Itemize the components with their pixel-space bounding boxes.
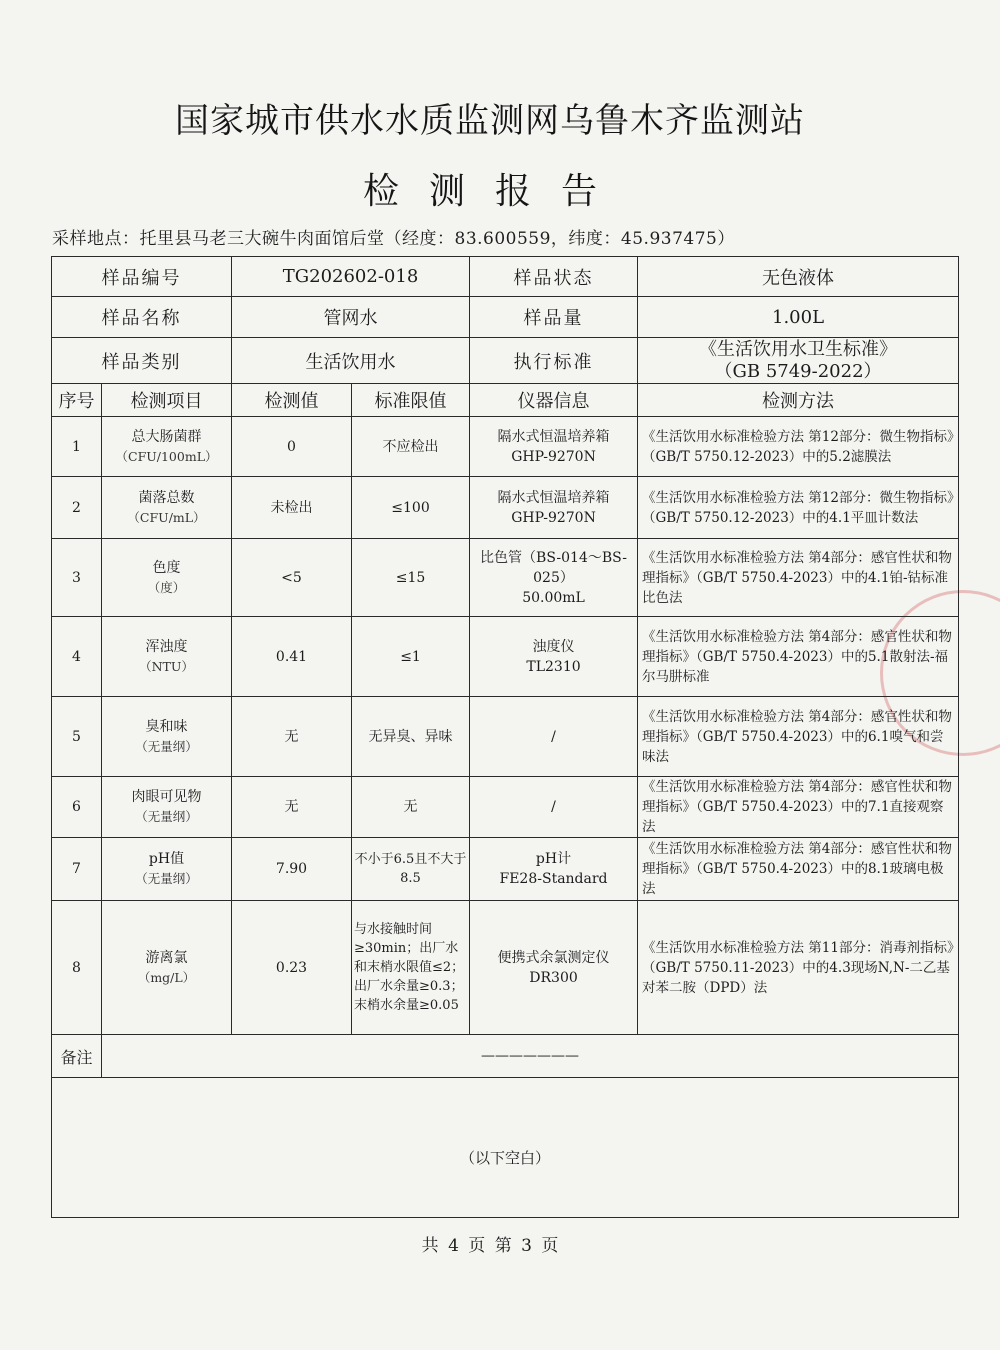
- row-instrument: [470, 477, 638, 539]
- row-instrument: /: [470, 777, 638, 838]
- item-name: 肉眼可见物: [131, 789, 202, 805]
- remarks-row: [52, 1035, 959, 1078]
- organization-title: 国家城市供水水质监测网乌鲁木齐监测站: [175, 101, 805, 141]
- item-unit: （CFU/100mL）: [115, 448, 218, 464]
- blank-row: [52, 1078, 959, 1218]
- item-name: 臭和味: [145, 718, 188, 735]
- item-unit: （无量纲）: [135, 809, 198, 824]
- col-method-header: 检测方法: [638, 384, 959, 417]
- row-method: 《生活饮用水标准检验方法 第12部分：微生物指标》（GB/T 5750.12-2023）中的4.1平皿计数法: [638, 477, 959, 539]
- sample-category-label: 样品类别: [52, 338, 232, 384]
- row-seq: 1: [52, 417, 102, 477]
- footer-page-word-2: 页: [541, 1236, 559, 1256]
- instrument-model: GHP-9270N: [511, 509, 596, 526]
- table-row: [52, 901, 959, 1035]
- table-row: [52, 697, 959, 777]
- table-row: [52, 417, 959, 477]
- row-method: 《生活饮用水标准检验方法 第12部分：微生物指标》（GB/T 5750.12-2023）中的5.2滤膜法: [638, 417, 959, 477]
- item-name: pH值: [148, 851, 185, 867]
- sample-name-label: 样品名称: [52, 297, 232, 338]
- sample-quantity-label: 样品量: [470, 297, 638, 338]
- sample-number-value: TG202602-018: [232, 257, 470, 297]
- item-unit: （度）: [147, 579, 186, 595]
- row-seq: 2: [52, 477, 102, 539]
- footer-total-pages: 4: [448, 1236, 459, 1256]
- row-value: <5: [232, 539, 352, 617]
- row-value: 0.41: [232, 617, 352, 697]
- footer-total-prefix: 共: [421, 1236, 439, 1256]
- sampling-label: 采样地点：: [52, 229, 140, 249]
- row-limit: 无异臭、异味: [352, 697, 470, 777]
- remarks-label: 备注: [52, 1035, 102, 1078]
- row-limit: ≤100: [352, 477, 470, 539]
- row-seq: 6: [52, 777, 102, 838]
- row-seq: 4: [52, 617, 102, 697]
- standard-code: （GB 5749-2022）: [714, 360, 882, 382]
- col-seq-header: 序号: [52, 384, 102, 417]
- row-instrument: [470, 901, 638, 1035]
- sampling-location: 托里县马老三大碗牛肉面馆后堂（经度：83.600559，纬度：45.937475）: [139, 229, 735, 249]
- sample-state-label: 样品状态: [470, 257, 638, 297]
- item-unit: （无量纲）: [135, 738, 198, 754]
- sample-state-value: 无色液体: [638, 257, 959, 297]
- row-method: 《生活饮用水标准检验方法 第11部分：消毒剂指标》（GB/T 5750.11-2023）中的4.3现场N,N-二乙基对苯二胺（DPD）法: [638, 901, 959, 1035]
- sample-number-label: 样品编号: [52, 257, 232, 297]
- table-row: [52, 838, 959, 901]
- row-seq: 5: [52, 697, 102, 777]
- row-value: 7.90: [232, 838, 352, 901]
- row-limit: 不小于6.5且不大于8.5: [352, 838, 470, 901]
- row-item: [102, 697, 232, 777]
- row-instrument: [470, 417, 638, 477]
- item-name: 色度: [152, 559, 181, 576]
- footer-page-word: 页: [468, 1236, 486, 1256]
- sampling-location-line: [52, 224, 735, 249]
- row-item: [102, 477, 232, 539]
- row-seq: 3: [52, 539, 102, 617]
- remarks-value: ———————: [102, 1035, 959, 1078]
- row-limit: 不应检出: [352, 417, 470, 477]
- document-title: 检测报告: [362, 171, 627, 212]
- col-value-header: 检测值: [232, 384, 352, 417]
- standard-label: 执行标准: [470, 338, 638, 384]
- row-value: 0: [232, 417, 352, 477]
- item-unit: （CFU/mL）: [127, 509, 206, 525]
- table-row: [52, 477, 959, 539]
- sample-name-value: 管网水: [232, 297, 470, 338]
- row-item: [102, 777, 232, 838]
- instrument-model: GHP-9270N: [511, 448, 596, 465]
- row-value: 无: [232, 697, 352, 777]
- page-footer: [0, 1231, 980, 1256]
- row-item: [102, 417, 232, 477]
- instrument-name: 比色管（BS-014～BS-025）: [480, 549, 627, 586]
- row-item: [102, 901, 232, 1035]
- standard-name: 《生活饮用水卫生标准》: [699, 338, 898, 360]
- row-instrument: [470, 539, 638, 617]
- instrument-model: DR300: [529, 969, 578, 986]
- instrument-name: 便携式余氯测定仪: [497, 949, 610, 966]
- row-method: 《生活饮用水标准检验方法 第4部分：感官性状和物理指标》（GB/T 5750.4-2023）中的7.1直接观察法: [638, 777, 959, 838]
- standard-value: [638, 338, 959, 384]
- item-name: 菌落总数: [138, 489, 195, 506]
- item-name: 浑浊度: [145, 638, 188, 655]
- row-value: 无: [232, 777, 352, 838]
- table-row: [52, 539, 959, 617]
- row-item: [102, 617, 232, 697]
- footer-current-prefix: 第: [494, 1236, 512, 1256]
- row-instrument: [470, 617, 638, 697]
- instrument-name: 隔水式恒温培养箱: [497, 428, 610, 445]
- sample-category-value: 生活饮用水: [232, 338, 470, 384]
- row-seq: 7: [52, 838, 102, 901]
- row-instrument: /: [470, 697, 638, 777]
- instrument-name: pH计: [535, 851, 572, 867]
- row-limit: 与水接触时间≥30min；出厂水和末梢水限值≤2；出厂水余量≥0.3；末梢水余量≥0.05: [352, 901, 470, 1035]
- instrument-model: TL2310: [526, 658, 581, 675]
- row-seq: 8: [52, 901, 102, 1035]
- row-item: [102, 539, 232, 617]
- row-method: 《生活饮用水标准检验方法 第4部分：感官性状和物理指标》（GB/T 5750.4-2023）中的8.1玻璃电极法: [638, 838, 959, 901]
- instrument-name: 隔水式恒温培养箱: [497, 489, 610, 506]
- row-limit: ≤1: [352, 617, 470, 697]
- row-item: [102, 838, 232, 901]
- instrument-name: 浊度仪: [532, 638, 575, 655]
- col-item-header: 检测项目: [102, 384, 232, 417]
- col-instrument-header: 仪器信息: [470, 384, 638, 417]
- item-name: 游离氯: [145, 949, 188, 966]
- table-row: [52, 617, 959, 697]
- item-name: 总大肠菌群: [131, 428, 202, 445]
- item-unit: （mg/L）: [137, 969, 196, 985]
- row-value: 未检出: [232, 477, 352, 539]
- row-instrument: [470, 838, 638, 901]
- instrument-model: FE28-Standard: [499, 871, 608, 887]
- row-method: 《生活饮用水标准检验方法 第4部分：感官性状和物理指标》（GB/T 5750.4-2023）中的6.1嗅气和尝味法: [638, 697, 959, 777]
- report-table: [51, 256, 959, 1218]
- footer-current-page: 3: [521, 1236, 532, 1256]
- item-unit: （NTU）: [139, 658, 194, 674]
- row-value: 0.23: [232, 901, 352, 1035]
- instrument-model: 50.00mL: [522, 589, 585, 606]
- table-row: [52, 777, 959, 838]
- col-limit-header: 标准限值: [352, 384, 470, 417]
- row-method: 《生活饮用水标准检验方法 第4部分：感官性状和物理指标》（GB/T 5750.4-2023）中的4.1铂-钴标准比色法: [638, 539, 959, 617]
- item-unit: （无量纲）: [135, 871, 198, 886]
- blank-note: （以下空白）: [52, 1078, 959, 1218]
- row-limit: ≤15: [352, 539, 470, 617]
- sample-quantity-value: 1.00L: [638, 297, 959, 338]
- row-limit: 无: [352, 777, 470, 838]
- row-method: 《生活饮用水标准检验方法 第4部分：感官性状和物理指标》（GB/T 5750.4-2023）中的5.1散射法-福尔马肼标准: [638, 617, 959, 697]
